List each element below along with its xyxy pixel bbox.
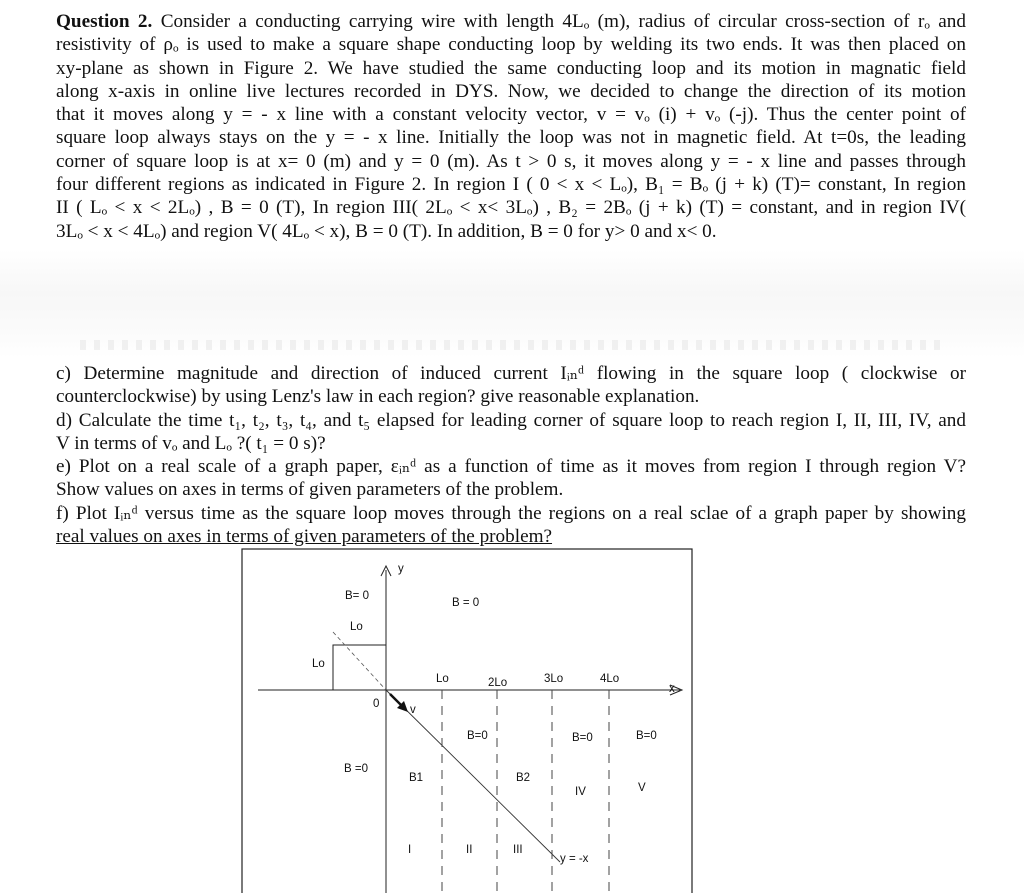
question-line: four different regions as indicated in Figure 2. In region I ( 0 < x < Lₒ), B₁ = Bₒ (j + k) (T)= constant, In region	[56, 174, 966, 196]
question-line: square loop always stays on the y = - x line. Initially the loop was not in magnetic field. At t=0s, the leading	[56, 127, 966, 149]
square-loop	[333, 645, 386, 690]
field-label-region-2: B=0	[467, 730, 488, 742]
part-d-line: d) Calculate the time t₁, t₂, t₃, t₄, and t₅ elapsed for leading corner of square loop to reach region I, II, III, IV, and	[56, 409, 966, 431]
line-label: y = -x	[560, 853, 589, 865]
y-axis-label: y	[398, 563, 404, 575]
field-label-lower-left: B =0	[344, 763, 368, 775]
tick-label-3lo: 3Lo	[544, 673, 564, 685]
tick-label-2lo: 2Lo	[488, 677, 508, 689]
field-label-region-1: B1	[409, 772, 424, 784]
question-line: 3Lₒ < x < 4Lₒ) and region V( 4Lₒ < x), B = 0 (T). In addition, B = 0 for y> 0 and x< 0.	[56, 220, 717, 242]
field-label-region-4: B=0	[572, 732, 593, 744]
region-label-4: IV	[575, 786, 586, 798]
region-label-2: II	[466, 844, 473, 856]
origin-label: 0	[373, 698, 380, 710]
region-label-3: III	[513, 844, 523, 856]
part-e-line: e) Plot on a real scale of a graph paper, εᵢₙᵈ as a function of time as it moves from region I through region V?	[56, 456, 966, 478]
region-label-1: I	[408, 844, 412, 856]
question-line: along x-axis in online live lectures recorded in DYS. Now, we decided to change the direction of its motion	[56, 80, 966, 102]
question-line: Question 2. Consider a conducting carrying wire with length 4Lₒ (m), radius of circular cross-section of rₒ and	[56, 11, 966, 32]
question-line: resistivity of ρₒ is used to make a square shape conducting loop by welding its two ends. It was then placed on	[56, 34, 966, 56]
part-d-line: V in terms of vₒ and Lₒ ?( t₁ = 0 s)?	[56, 432, 326, 454]
question-line: xy-plane as shown in Figure 2. We have studied the same conducting loop and its motion in magnatic field	[56, 57, 966, 79]
question-line: II ( Lₒ < x < 2Lₒ) , B = 0 (T), In region III( 2Lₒ < x< 3Lₒ) , B₂ = 2Bₒ (j + k) (T) = constant, and in region IV(	[56, 197, 966, 219]
field-label-upper: B = 0	[452, 597, 480, 609]
part-e-line: Show values on axes in terms of given parameters of the problem.	[56, 479, 564, 501]
loop-diagonal	[333, 632, 386, 690]
part-f-line: f) Plot Iᵢₙᵈ versus time as the square loop moves through the regions on a real sclae of a graph paper by showing	[56, 502, 966, 524]
question-line: that it moves along y = - x line with a constant velocity vector, v = vₒ (i) + vₒ (-j). Thus the center point of	[56, 104, 966, 126]
region-label-5: V	[638, 782, 646, 794]
part-c-line: counterclockwise) by using Lenz's law in each region? give reasonable explanation.	[56, 386, 700, 408]
field-label-region-3: B2	[516, 772, 531, 784]
x-axis-label: x	[669, 683, 675, 695]
loop-side-label-left: Lo	[312, 658, 325, 670]
tick-label-4lo: 4Lo	[600, 673, 620, 685]
part-f-line: real values on axes in terms of given parameters of the problem?	[56, 526, 553, 548]
loop-side-label-top: Lo	[350, 621, 363, 633]
question-line: corner of square loop is at x= 0 (m) and y = 0 (m). As t > 0 s, it moves along y = - x line and passes through	[56, 150, 966, 172]
field-label-upper-left: B= 0	[345, 590, 369, 602]
velocity-label: v	[410, 704, 416, 716]
tick-label-lo: Lo	[436, 673, 449, 685]
field-label-region-5: B=0	[636, 730, 657, 742]
part-c-line: c) Determine magnitude and direction of induced current Iᵢₙᵈ flowing in the square loop ( clockwise or	[56, 363, 966, 384]
